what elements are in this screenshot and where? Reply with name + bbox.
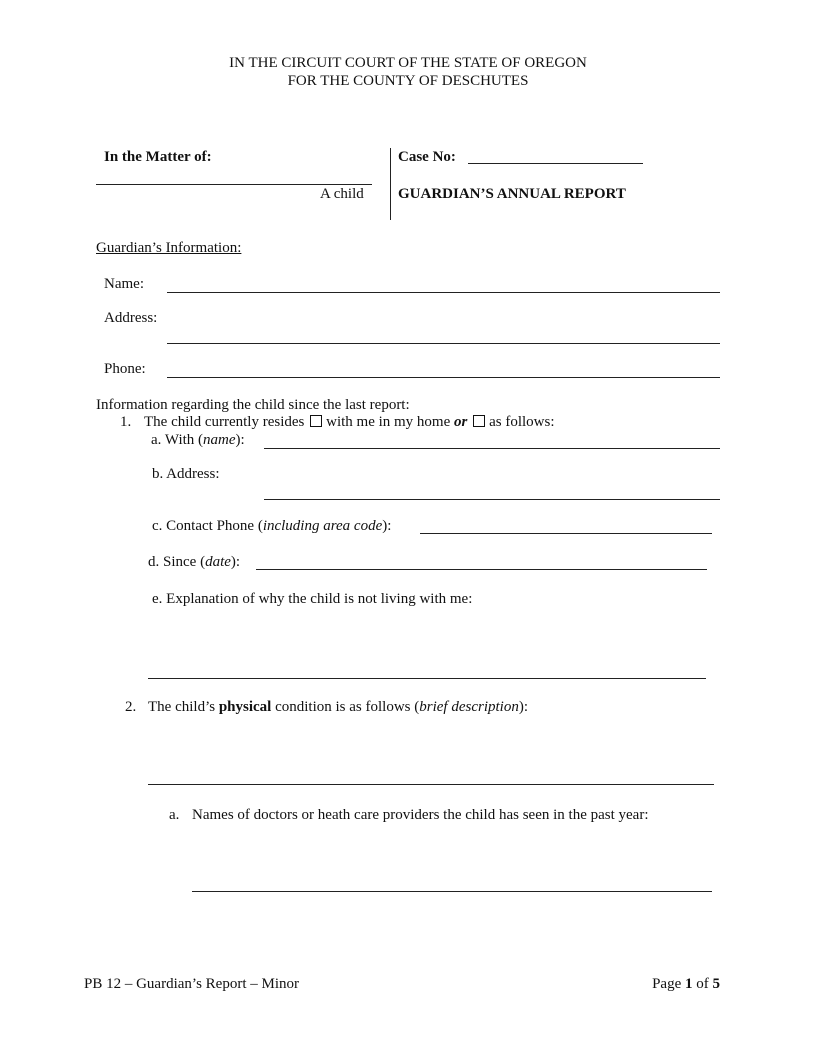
child-address-field[interactable]: [264, 499, 720, 500]
explanation-label: e. Explanation of why the child is not living with me:: [152, 591, 473, 607]
case-no-label: Case No:: [398, 149, 456, 165]
child-address-label: b. Address:: [152, 466, 220, 482]
guardian-phone-label: Phone:: [104, 361, 146, 377]
guardian-address-label: Address:: [104, 310, 158, 326]
page-number: Page 1 of 5: [652, 976, 720, 992]
guardian-name-field[interactable]: [167, 292, 720, 293]
child-name-line[interactable]: [96, 184, 372, 185]
guardian-name-label: Name:: [104, 276, 144, 292]
since-date-label: d. Since (date):: [148, 554, 241, 570]
case-no-field[interactable]: [468, 163, 643, 164]
contact-phone-label: c. Contact Phone (including area code):: [152, 518, 392, 534]
matter-label: In the Matter of:: [104, 149, 212, 165]
child-info-intro: Information regarding the child since the last report:: [96, 397, 410, 413]
court-name-line2: FOR THE COUNTY OF DESCHUTES: [287, 73, 529, 89]
court-name-line1: IN THE CIRCUIT COURT OF THE STATE OF OREGON: [229, 55, 587, 71]
report-title: GUARDIAN’S ANNUAL REPORT: [398, 186, 626, 202]
with-name-field[interactable]: [264, 448, 720, 449]
item1-text-b: with me in my home: [326, 414, 451, 430]
with-name-label: a. With (name):: [151, 432, 245, 448]
since-date-field[interactable]: [256, 569, 707, 570]
child-label: A child: [320, 186, 364, 202]
item1-or: or: [454, 414, 468, 430]
item2a-number: a.: [169, 807, 180, 823]
guardian-info-heading: Guardian’s Information:: [96, 240, 242, 256]
item1-number: 1.: [120, 414, 132, 430]
guardian-address-field[interactable]: [167, 343, 720, 344]
caption-divider: [390, 148, 391, 220]
item1-text-c: as follows:: [489, 414, 555, 430]
doctors-label: Names of doctors or heath care providers the child has seen in the past year:: [192, 807, 649, 823]
home-checkbox[interactable]: [310, 415, 322, 427]
item1-residence: [144, 414, 555, 431]
explanation-field[interactable]: [148, 678, 706, 679]
item2-number: 2.: [125, 699, 137, 715]
item1-text-a: The child currently resides: [144, 414, 305, 430]
guardian-phone-field[interactable]: [167, 377, 720, 378]
other-checkbox[interactable]: [473, 415, 485, 427]
contact-phone-field[interactable]: [420, 533, 712, 534]
physical-condition-field[interactable]: [148, 784, 714, 785]
form-id: PB 12 – Guardian’s Report – Minor: [84, 976, 299, 992]
physical-condition-label: The child’s physical condition is as follows (brief description):: [148, 699, 528, 715]
doctors-field[interactable]: [192, 891, 712, 892]
